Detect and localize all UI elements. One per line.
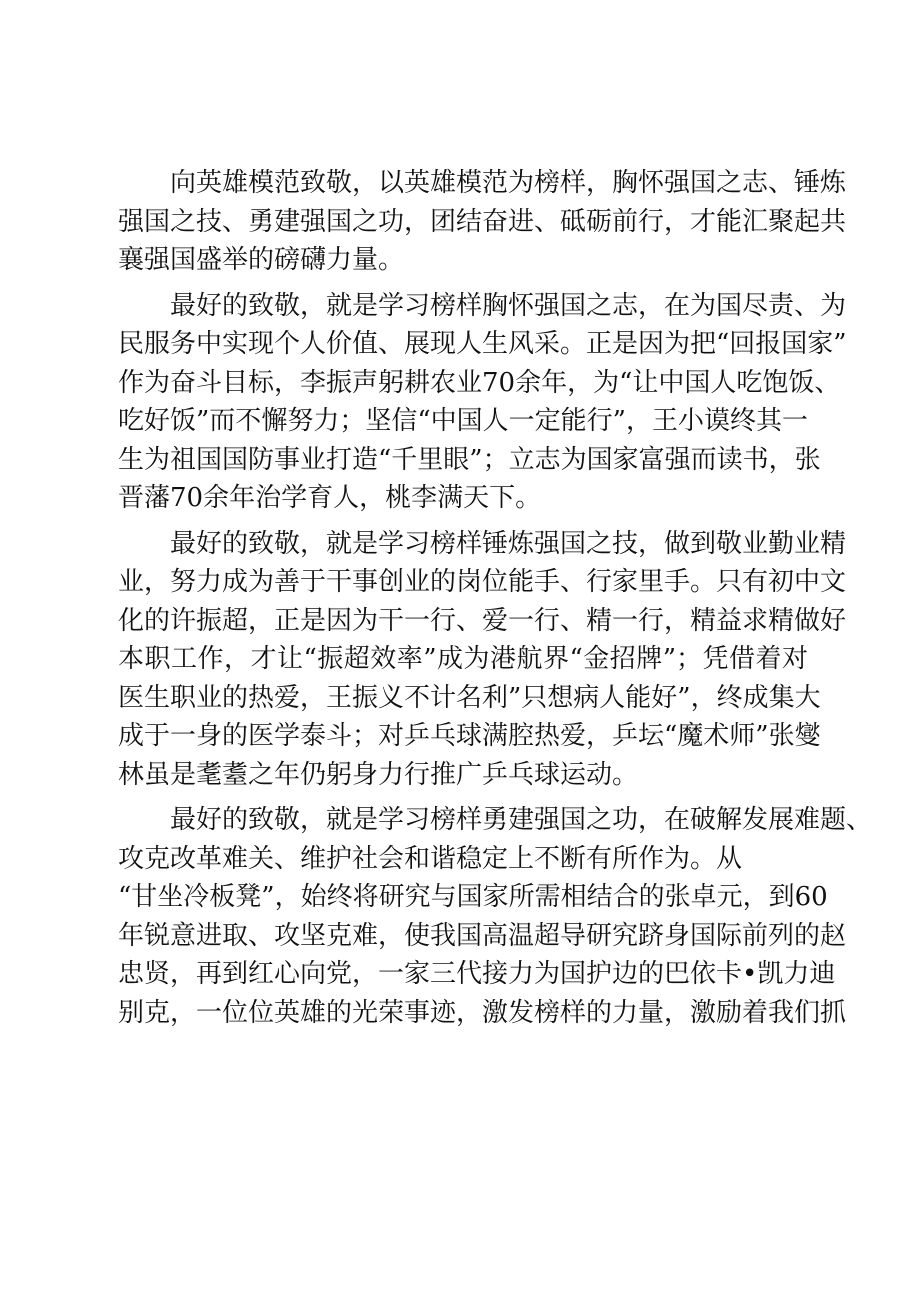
- text-line: 最好的致敬，就是学习榜样胸怀强国之志，在为国尽责、为: [170, 290, 847, 321]
- text-line: 业，努力成为善于干事创业的岗位能手、行家里手。只有初中文: [118, 567, 847, 597]
- text-line: 最好的致敬，就是学习榜样锤炼强国之技，做到敬业勤业精: [170, 528, 847, 559]
- paragraph-3: [118, 525, 847, 795]
- text-line: 化的许振超，正是因为干一行、爱一行、精一行，精益求精做好: [118, 605, 847, 636]
- text-line: “甘坐冷板凳”，始终将研究与国家所需相结合的张卓元，到60: [118, 882, 828, 912]
- text-line: 作为奋斗目标，李振声躬耕农业70余年，为“让中国人吃饱饭、: [118, 367, 841, 398]
- text-line: 林虽是耄耋之年仍躬身力行推广乒乓球运动。: [118, 759, 639, 790]
- text-line: 年锐意进取、攻坚克难，使我国高温超导研究跻身国际前列的赵: [118, 920, 847, 951]
- paragraph-1: [118, 164, 847, 280]
- paragraph-2: [118, 287, 847, 518]
- text-line: 向英雄模范致敬，以英雄模范为榜样，胸怀强国之志、锤炼: [170, 168, 847, 198]
- document-body: [118, 164, 873, 1039]
- text-line: 别克，一位位英雄的光荣事迹，激发榜样的力量，激励着我们抓: [118, 997, 847, 1028]
- text-line: 攻克改革难关、维护社会和谐稳定上不断有所作为。从: [118, 843, 743, 874]
- text-line: 襄强国盛举的磅礴力量。: [118, 245, 405, 275]
- text-line: 吃好饭”而不懈努力；坚信“中国人一定能行”，王小谟终其一: [118, 406, 808, 436]
- text-line: 晋藩70余年治学育人，桃李满天下。: [118, 483, 542, 513]
- text-line: 民服务中实现个人价值、展现人生风采。正是因为把“回报国家”: [118, 329, 847, 359]
- text-line: 生为祖国国防事业打造“千里眼”；立志为国家富强而读书，张: [118, 444, 821, 475]
- text-line: 最好的致敬，就是学习榜样勇建强国之功，在破解发展难题、: [170, 805, 873, 835]
- paragraph-4: [118, 801, 873, 1032]
- text-line: 忠贤，再到红心向党，一家三代接力为国护边的巴依卡•凯力迪: [118, 959, 836, 989]
- text-line: 本职工作，才让“振超效率”成为港航界“金招牌”；凭借着对: [118, 644, 808, 674]
- text-line: 医生职业的热爱，王振义不计名利”只想病人能好”，终成集大: [118, 682, 821, 713]
- text-line: 强国之技、勇建强国之功，团结奋进、砥砺前行，才能汇聚起共: [118, 206, 847, 237]
- text-line: 成于一身的医学泰斗；对乒乓球满腔热爱，乒坛“魔术师”张燮: [118, 721, 821, 751]
